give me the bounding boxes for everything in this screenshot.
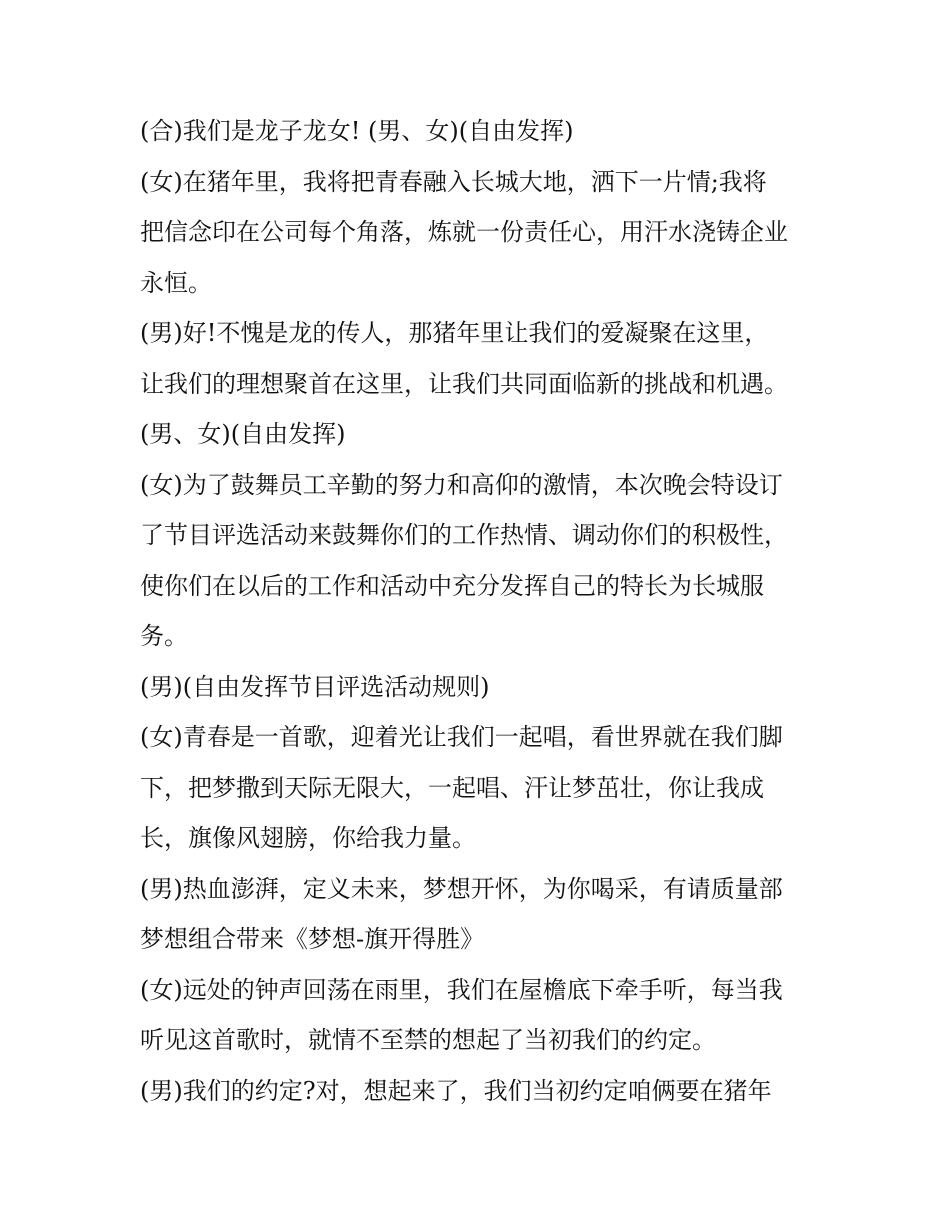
text-line-2: (女)在猪年里，我将把青春融入长城大地，洒下一片情;我将 [140,167,767,196]
text-line-17: 梦想组合带来《梦想-旗开得胜》 [140,925,485,953]
text-line-8: (女)为了鼓舞员工辛勤的努力和高仰的激情，本次晚会特设订 [140,470,783,499]
text-line-11: 务。 [140,622,188,650]
text-line-18: (女)远处的钟声回荡在雨里，我们在屋檐底下牵手听，每当我 [140,975,783,1004]
text-line-14: 下，把梦撒到天际无限大，一起唱、汗让梦茁壮，你让我成 [140,773,764,802]
document-body [140,106,820,1116]
text-line-20: (男)我们的约定?对，想起来了，我们当初约定咱俩要在猪年 [140,1076,772,1105]
text-line-15: 长，旗像风翅膀，你给我力量。 [140,824,476,852]
text-line-3: 把信念印在公司每个角落，炼就一份责任心，用汗水浇铸企业 [140,218,788,246]
text-line-5: (男)好!不愧是龙的传人，那猪年里让我们的爱凝聚在这里， [140,319,769,347]
text-line-6: 让我们的理想聚首在这里，让我们共同面临新的挑战和机遇。 [140,369,788,398]
text-line-9: 了节目评选活动来鼓舞你们的工作热情、调动你们的积极性， [140,521,788,549]
text-line-16: (男)热血澎湃，定义未来，梦想开怀，为你喝采，有请质量部 [140,874,783,903]
text-line-13: (女)青春是一首歌，迎着光让我们一起唱，看世界就在我们脚 [140,723,783,751]
text-line-7: (男、女)(自由发挥) [140,420,346,448]
text-line-19: 听见这首歌时，就情不至禁的想起了当初我们的约定。 [140,1026,716,1054]
text-line-10: 使你们在以后的工作和活动中充分发挥自己的特长为长城服 [140,571,764,600]
text-line-12: (男)(自由发挥节目评选活动规则) [140,672,490,701]
text-line-1: (合)我们是龙子龙女! (男、女)(自由发挥) [140,117,574,145]
text-line-4: 永恒。 [140,268,212,297]
